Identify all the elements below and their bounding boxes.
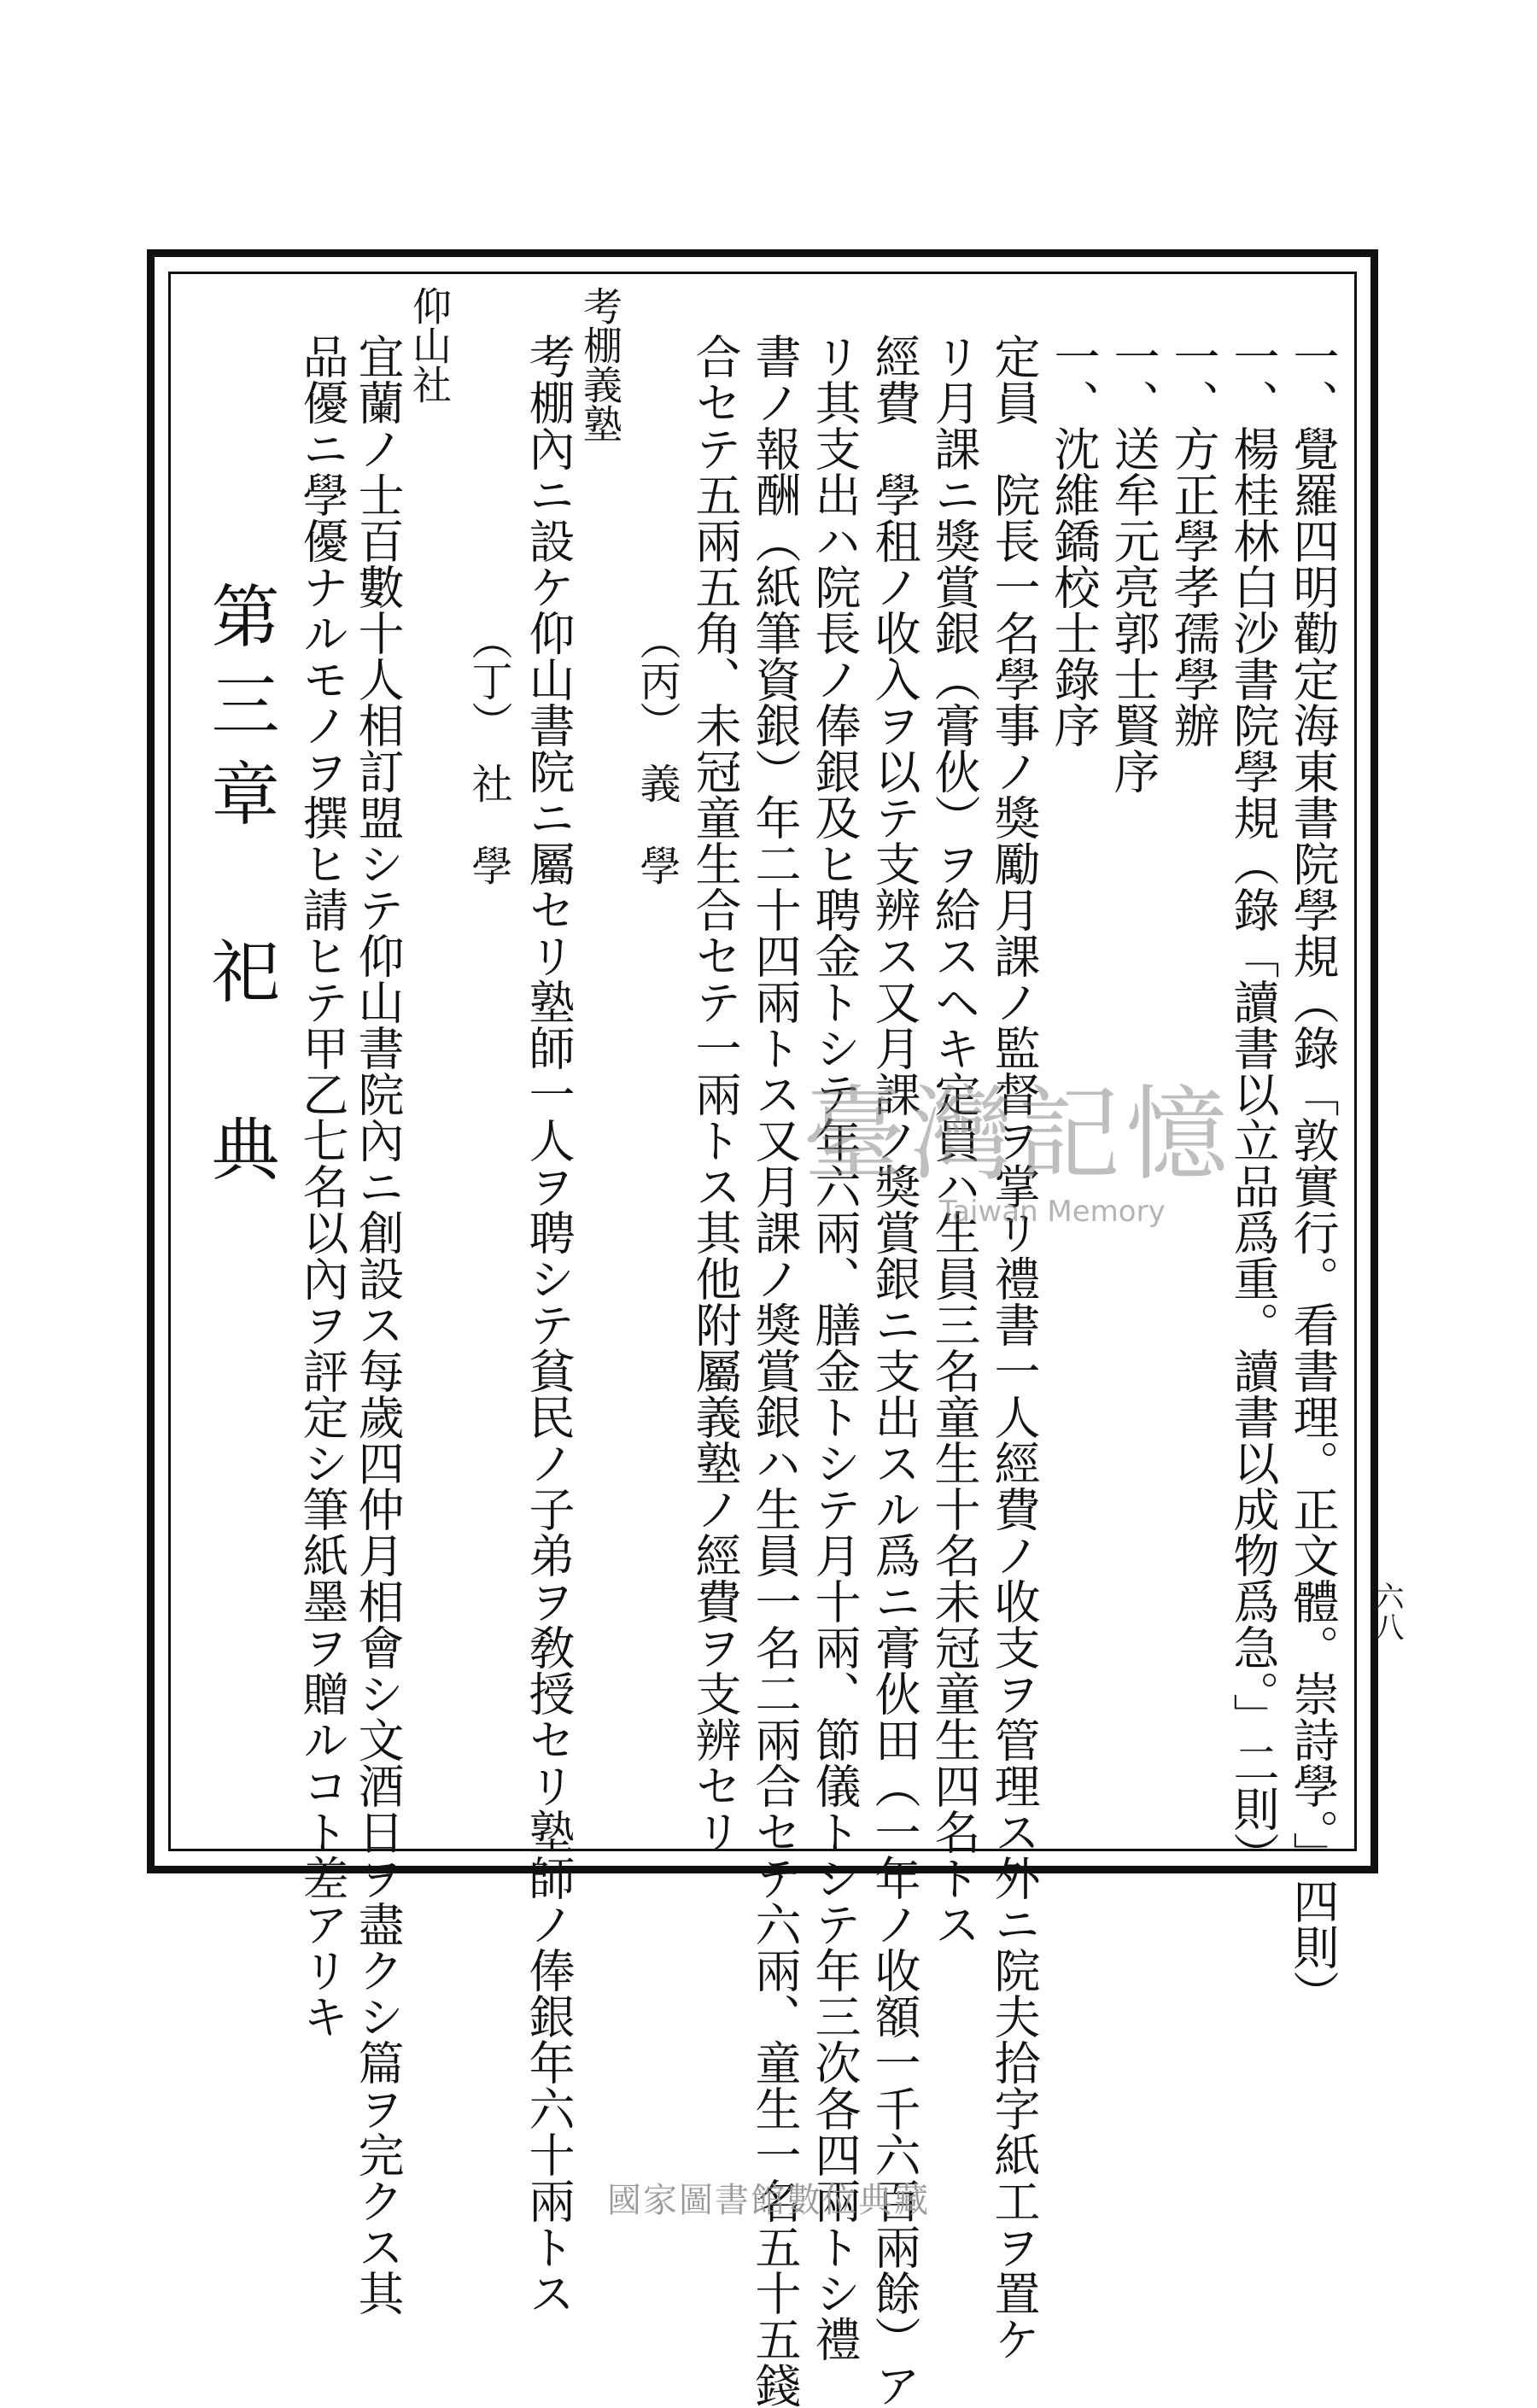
text-column-3: 一、方正學孝孺學辦: [1166, 333, 1220, 748]
text-column-11: 合セテ五兩五角、未冠童生合セテ一兩トス其他附屬義塾ノ經費ヲ支辨セリ: [688, 333, 742, 1855]
watermark-text: 臺灣記憶: [803, 1076, 1233, 1195]
text-column-1: 一、覺羅四明勸定海東書院學規（錄「敦實行。看書理。正文體。崇詩學。」四則）: [1286, 333, 1340, 2016]
entry-title-kaopeng: 考棚義塾: [577, 286, 623, 443]
text-column-5: 一、沈維鐈校士錄序: [1047, 333, 1101, 748]
section-heading-yixue: （丙） 義 學: [633, 619, 681, 885]
footer-credit: 國家圖書館數位典藏: [607, 2181, 930, 2220]
watermark-logo: [794, 1059, 1238, 1238]
text-column-10: 書ノ報酬（紙筆資銀）年二十四兩トス又月課ノ獎賞銀ハ生員一名二兩合セテ六兩、童生一名五十五錢: [748, 333, 802, 2408]
entry-title-yangshan: 仰山社: [406, 286, 453, 404]
text-column-2: 一、楊桂林白沙書院學規（錄「讀書以立品爲重。讀書以成物爲急。」二則）: [1226, 333, 1280, 1878]
chapter-title: 第三章 祀 典: [200, 581, 279, 1202]
text-column-18: 品優ニ學優ナルモノヲ撰ヒ請ヒテ甲乙七名以內ヲ評定シ筆紙墨ヲ贈ルコト差アリキ: [295, 333, 349, 2039]
watermark-subtext: Taiwan Memory: [939, 1195, 1166, 1229]
text-column-6: 定員 院長一名學事ノ獎勵月課ノ監督ヲ掌リ禮書一人經費ノ收支ヲ管理ス外ニ院夫拾字紙工ヲ置ケ: [987, 333, 1041, 2362]
section-heading-shexue: （丁） 社 學: [465, 619, 512, 885]
text-column-8: 經費 學租ノ收入ヲ以テ支辨ス又月課ノ獎賞銀ニ支出スル爲ニ膏伙田（一年ノ收額一千六百兩餘）ア: [868, 333, 921, 2408]
text-column-4: 一、送牟元亮郭士賢序: [1107, 333, 1160, 794]
text-column-9: リ其支出ハ院長ノ俸銀及ヒ聘金トシテ年六兩、膳金トシテ月十兩、節儀トシテ年三次各四兩トシ禮: [808, 333, 862, 2362]
text-column-17: 宜蘭ノ士百數十人相訂盟シテ仰山書院內ニ創設ス每歲四仲月相會シ文酒日ヲ盡クシ篇ヲ完クス其: [351, 333, 405, 2316]
page-number: 六八: [1370, 1581, 1404, 1643]
text-column-14: 考棚內ニ設ケ仰山書院ニ屬セリ塾師一人ヲ聘シテ貧民ノ子弟ヲ敎授セリ塾師ノ俸銀年六十兩トス: [522, 333, 576, 2316]
text-column-7: リ月課ニ獎賞銀（膏伙）ヲ給スヘキ定員ハ生員三名童生十名未冠童生四名トス: [927, 333, 981, 1947]
